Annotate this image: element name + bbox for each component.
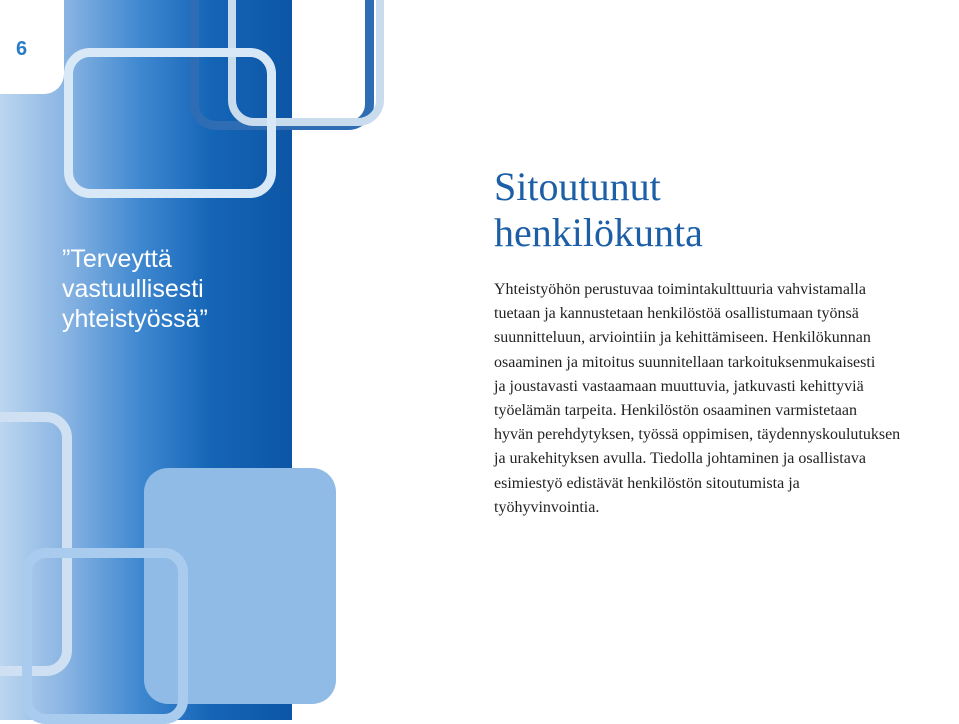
- body-line: ja urakehityksen avulla. Tiedolla johtaminen ja osallistava: [494, 450, 866, 468]
- sidebar-quote-line: yhteistyössä”: [62, 305, 208, 333]
- decorative-outline-square-top-left: [64, 48, 276, 198]
- body-line: esimiestyö edistävät henkilöstön sitoutumista ja: [494, 474, 800, 492]
- page-number-tab: [0, 0, 64, 94]
- sidebar-quote-line: ”Terveyttä: [62, 245, 172, 273]
- body-line: Yhteistyöhön perustuvaa toimintakulttuuria vahvistamalla: [494, 281, 866, 298]
- page-title-line: Sitoutunut: [494, 164, 661, 209]
- sidebar-quote-line: vastuullisesti: [62, 275, 204, 303]
- decorative-outline-square-bottom: [22, 548, 188, 724]
- body-line: tuetaan ja kannustetaan henkilöstöä osallistumaan työnsä: [494, 305, 859, 323]
- body-line: työhyvinvointia.: [494, 498, 600, 516]
- body-line: suunnitteluun, arviointiin ja kehittämiseen. Henkilökunnan: [494, 329, 871, 347]
- body-line: ja joustavasti vastaamaan muuttuvia, jatkuvasti kehittyviä: [494, 377, 864, 395]
- page-title-line: henkilökunta: [494, 210, 703, 255]
- body-paragraph: [494, 278, 956, 520]
- page-title: [494, 164, 703, 256]
- body-line: työelämän tarpeita. Henkilöstön osaaminen varmistetaan: [494, 402, 857, 420]
- sidebar-quote: [62, 244, 290, 334]
- body-line: hyvän perehdytyksen, työssä oppimisen, täydennyskoulutuksen: [494, 426, 901, 444]
- page-number: 6: [16, 38, 28, 60]
- body-line: osaaminen ja mitoitus suunnitellaan tarkoituksenmukaisesti: [494, 353, 876, 371]
